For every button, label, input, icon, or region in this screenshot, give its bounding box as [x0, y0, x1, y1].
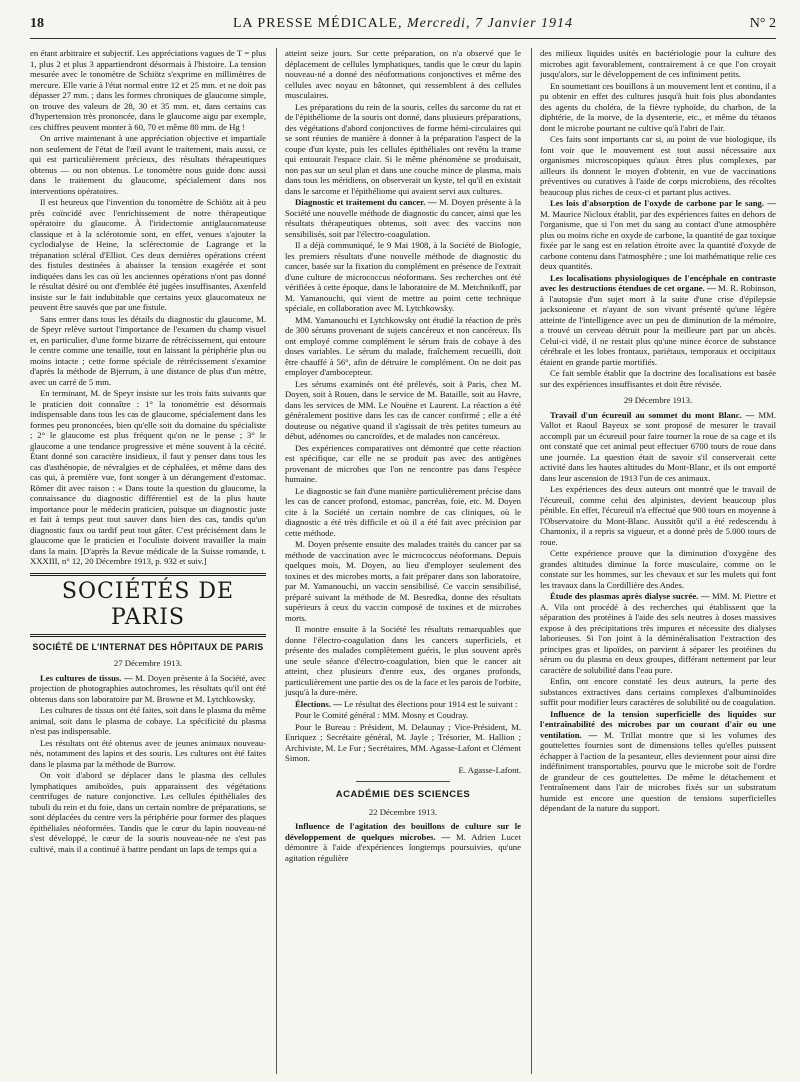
elections-paragraph [285, 699, 521, 710]
paragraph: atteint seize jours. Sur cette préparation, on n'a observé que le déplacement de cellules lymphatiques, tandis que le cœur du lapin nouveau-né a donné des néoformations conjonctives et même des cellules avec noyau en bâtonnet, qui ressemblent à des cellules musculaires. [285, 48, 521, 100]
paragraph: Les expériences des deux auteurs ont montré que le travail de l'écureuil, comme celui des alpinistes, devient beaucoup plus pénible. En effet, l'écureuil n'a effectué que 900 tours en moyenne à l'Observatoire du Mont-Blanc. Aussitôt qu'il a été redescendu à Chamonix, il a repris sa vigueur, et a donné près de 5.000 tours de roue. [540, 484, 776, 547]
issue-date: Mercredi, 7 Janvier 1914 [406, 16, 574, 31]
paragraph: En terminant, M. de Speyr insiste sur les trois faits suivants que le praticien doit connaître : 1° la tonométrie est désormais indispensable dans tous les cas de glaucome, spécialement dans les formes peu prononcées, bien qu'elle soit du domaine du spécialiste ; 2° le glaucome est plus fréquent qu'on ne le pense ; 3° le glaucome a une tendance progressive et mène souvent à la cécité. Étant donné son caractère insidieux, il faut y penser dans tous les cas d'asthénopie, de névralgies et de céphalées, et même dans des cas qui, à première vue, font songer à un dérangement d'estomac. Römer dit avec raison : « Dans toute la question du glaucome, la connaissance du diagnostic différentiel est de la plus haute importance pour le médecin praticien, puisque un diagnostic juste et fait à temps peut tout sauver dans bien des cas, tandis qu'un diagnostic faux ou tardif peut tout gâter. C'est précisément dans le glaucome que le praticien et l'oculiste doivent travailler la main dans la main. [D'après la Revue médicale de la Suisse romande, t. XXXIII, n° 12, 20 Décembre 1913, p. 932 et suiv.] [30, 388, 266, 566]
communication-paragraph [540, 198, 776, 272]
paragraph: des milieux liquides usités en bactériologie pour la culture des microbes agit favorablement, contrairement à ce que l'on croyait jusqu'alors, sur le développement de ces infiniment petits. [540, 48, 776, 79]
paragraph: Les résultats ont été obtenus avec de jeunes animaux nouveau-nés, notamment des lapins et des souris. Les cultures ont été faites dans le plasma par la méthode de Burrow. [30, 737, 266, 769]
communication-title: Étude des plasmas après dialyse sucrée. — [550, 591, 710, 601]
issue-number: N° 2 [749, 16, 776, 31]
paragraph: Le diagnostic se fait d'une manière particulièrement précise dans les cas de cancer profond, estomac, pancréas, foie, etc. M. Doyen cite à la Société un certain nombre de cas cliniques, où le diagnostic a été très difficile et où il a été fait avec précision par cette méthode. [285, 485, 521, 538]
section-title-societes: SOCIÉTÉS DE PARIS [30, 573, 266, 637]
communication-paragraph [540, 273, 776, 368]
communication-paragraph [285, 197, 521, 239]
paragraph: En soumettant ces bouillons à un mouvement lent et continu, il a pu obtenir en effet des cultures jusqu'à huit fois plus abondantes des agents du choléra, de la fièvre typhoïde, du charbon, de la diphtérie, de la morve, de la dysenterie, etc., et même du tétanos dont le microbe pourtant ne cultive qu'à l'abri de l'air. [540, 80, 776, 133]
society-title-internat: SOCIÉTÉ DE L'INTERNAT DES HÔPITAUX DE PARIS [32, 641, 264, 652]
session-date: 29 Décembre 1913. [623, 395, 693, 405]
author-signature: E. Agasse-Lafont. [458, 764, 521, 775]
communication-title: Diagnostic et traitement du cancer. — [295, 197, 437, 207]
communication-text: MM. Vallot et Raoul Bayeux se sont proposé de mesurer le travail accompli par un écureuil pour faire tourner la roue de sa cage et ils ont constaté que cet animal peut effectuer 6700 tours de roue dans une journée. La question était de savoir s'il conserverait cette activité dans les hautes altitudes du Mont-Blanc, et ils ont emporté dans leur ascension de 1913 l'un de ces animaux. [540, 409, 776, 483]
page-header [30, 14, 776, 39]
column-3 [531, 48, 776, 1074]
paragraph: Ces faits sont importants car si, au point de vue biologique, ils font voir que le mouvement est tout aussi nécessaire aux organismes microscopiques qu'aux êtres plus complexes, par ailleurs ils donnent le moyen d'obtenir, en vue de vaccinations préventives ou curatives à l'aide de corps microbiens, des récoltes beaucoup plus riches de ceux-ci et partant plus actives. [540, 134, 776, 197]
elections-comite: Pour le Comité général : MM. Mosny et Coudray. [295, 710, 469, 720]
paragraph: Il montre ensuite à la Société les résultats remarquables que donne l'électro-coagulation dans les cancers superficiels, et présente des malades complètement guéris, le plus souvent après une seule séance d'électro-coagulation, bien que le cancer ait atteint, chez plusieurs d'entre eux, des organes profonds, particulièrement une partie des os de la face et les parois de l'orbite, jusqu'à la dure-mère. [285, 624, 521, 697]
communication-text: M. R. Robinson, à l'autopsie d'un sujet mort à la suite d'une crise d'épilepsie jacksonienne et n'ayant de son vivant présenté qu'une légère atteinte de l'intelligence avec un peu de diminution de la mémoire, a trouvé un cerveau détruit pour la meilleure part par un abcès. Celui-ci vidé, il ne restait plus qu'une mince écorce de substance cérébrale et les lobes frontaux, pariétaux, temporaux et occipitaux étaient en grande partie mortifiés. [540, 283, 776, 367]
paragraph: Ce fait semble établir que la doctrine des localisations est basée sur des expériences insuffisantes et doit être révisée. [540, 368, 776, 389]
communication-paragraph [285, 821, 521, 863]
communication-text: M. Maurice Nicloux établit, par des expériences faites en dehors de l'organisme, que si l'on met du sang au contact d'une atmosphère plus ou moins riche en oxyde de carbone, la quantité de gaz toxique fixée par le sang est en relation étroite avec la quantité d'oxyde de carbone contenu dans l'atmosphère ; une loi mathématique relie ces deux quantités. [540, 208, 776, 271]
paragraph: MM. Yamanouchi et Lytchkowsky ont étudié la réaction de près de 300 sérums provenant de sujets cancéreux et non cancéreux. Ils ont employé comme complément le sérum frais de cobaye à des doses variables. Le sérum du malade, fraîchement recueilli, doit être chauffé à 56°, afin de détruire le complément. On ne doit pas employer d'ambocepteur. [285, 314, 521, 377]
communication-text: M. Doyen présente à la Société une nouvelle méthode de diagnostic du cancer, ainsi que les résultats thérapeutiques obtenus, soit avec des vaccins non sensibilisés, soit par l'électro-coagulation. [285, 197, 521, 239]
elections-text: Le résultat des élections pour 1914 est le suivant : [344, 698, 518, 709]
communication-text: MM. M. Piettre et A. Vila ont procédé à des recherches qui établissent que la séparation des protéines à l'aide des sels neutres à doses massives expose à des précipitations très impures et nécessite des dialyses laborieuses. Si l'on joint à la déminéralisation l'extraction des principes gras et lipoïdes, on parvient à séparer les protéines du sérum ou du plasma en deux groupes, différant nettement par leur caractère de solubilité dans l'eau pure. [540, 591, 776, 675]
communication-paragraph [540, 410, 776, 484]
communication-text: M. Adrien Lucet démontre à l'aide d'expériences longtemps poursuivies, qu'une agitation régulière [285, 831, 521, 863]
paragraph: Les cultures de tissus ont été faites, soit dans le plasma du même animal, soit dans le plasma de cobaye. La spécificité du plasma n'est pas indispensable. [30, 705, 266, 736]
divider [356, 781, 450, 782]
paragraph: Les sérums examinés ont été prélevés, soit à Paris, chez M. Doyen, soit à Rouen, dans le service de M. Bataille, soit au Havre, dans les services de MM. Le Nouëne et Laurent. La réaction a été généralement positive dans les cas de cancer confirmé ; elle a été douteuse ou négative quand il s'agissait de très petites tumeurs au début, adénomes ou cancroïdes, et de malades non cancéreux. [285, 378, 521, 441]
paragraph: M. Doyen présente ensuite des malades traités du cancer par sa méthode de vaccination avec le micrococcus néoformans. Depuis quelques mois, M. Doyen, au lieu d'employer seulement des toxines et des microbes morts, a fait préparer dans son laboratoire, par M. Yamanouchi, un vaccin sensibilisé. Ce vaccin sensibilisé, préparé suivant la méthode de M. Besredka, donne des résultats supérieurs à ceux du vaccin composé de toxines et de microbes morts. [285, 539, 521, 623]
communication-title: Influence de l'agitation des bouillons de culture sur le développement de quelques microbes. — [285, 821, 521, 842]
communication-title: Travail d'un écureuil au sommet du mont Blanc. — [550, 409, 755, 420]
communication-paragraph [540, 591, 776, 675]
paragraph: en étant arbitraire et subjectif. Les appréciations vagues de T = plus 1, plus 2 et plus 3 appartiendront désormais à l'histoire. La tension mesurée avec le tonomètre de Schiötz s'exprime en millimètres de mercure. Elle varie à l'état normal entre 12 et 25 mm. et ne doit pas dépasser 27 mm. ; dans les formes chroniques de glaucome simple, on trouve des valeurs de 28, 30 et 35 mm. et, dans certains cas d'hypertension très prononcée, dans le glaucome aigu par exemple, ces chiffres peuvent monter à 60, 70 et même 80 mm. de Hg ! [30, 48, 266, 132]
column-2 [276, 48, 521, 1074]
column-1 [30, 48, 266, 1074]
journal-title-line [30, 16, 776, 32]
communication-text: M. Trillat montre que si les volumes des gouttelettes fournies sont de dimensions telles qu'elles puissent échapper à l'action de la pesanteur, elles deviennent pour ainsi dire indéfiniment transportables, pourvu que le microbe soit de l'ordre de grandeur de ces gouttelettes. De même le détachement et l'entraînement dans l'air de microbes fixés sur un substratum humide est encore une question de tensions superficielles dépendant de la nature du support. [540, 729, 776, 813]
session-date: 27 Décembre 1913. [113, 658, 183, 668]
paragraph: Sans entrer dans tous les détails du diagnostic du glaucome, M. de Speyr relève surtout l'importance de l'examen du champ visuel et, en particulier, d'une forme bizarre de rétrécissement, qui entoure le centre comme une tenaille, tout en laissant la périphérie plus ou moins intacte ; cette forme spéciale de rétrécissement s'examine d'après la méthode de Bjerrum, à une distance de plus d'un mètre, avec un carré de 5 mm. [30, 313, 266, 387]
paragraph: On voit d'abord se déplacer dans le plasma des cellules lymphatiques amiboïdes, puis apparaissent des végétations centrifuges de nature conjonctive. Les cellules épithéliales des tubuli du rein et du foie, dans un certain nombre de préparations, se sont déplacées du centre vers la périphérie pour former des plaques épithéliales néoformées. Tandis que le cœur du lapin nouveau-né s'est développé, le cœur de la souris nouveau-née ne s'est pas cultivé, mais il a continué à battre pendant un laps de temps qui a [30, 770, 266, 854]
paragraph: Il est heureux que l'invention du tonomètre de Schiötz ait à peu près coïncidé avec l'enrichissement de notre thérapeutique opératoire du glaucome. À l'iridectomie antiglaucomateuse classique et à la sclérotomie sont, en effet, venues s'ajouter la cyclodialyse de Heine, la sclérectomie de Lagrange et la trépanation scléral d'Elliot. Ces deux dernières opérations créent des fistules destinées à abaisser la tension exagérée et sont indiquées dans les cas où les anciennes opérations n'ont pas donné le résultat désiré ou ont d'emblée été jugées insuffisantes. Axenfeld insiste sur le fait indubitable que certains yeux glaucomateux ne peuvent être sauvés que par une fistule. [30, 197, 266, 312]
paragraph: Enfin, ont encore constaté les deux auteurs, la perte des substances extractives dans certains complexes d'albuminoïdes suffit pour modifier leurs caractères de solubilité ou de coagulation. [540, 676, 776, 707]
communication-title: Les localisations physiologiques de l'encéphale en contraste avec les destructions étendues de cet organe. — [540, 272, 776, 293]
journal-title: LA PRESSE MÉDICALE, [232, 16, 403, 31]
academy-title: ACADÉMIE DES SCIENCES [335, 789, 471, 800]
communication-title: Les cultures de tissus. — [40, 672, 133, 683]
session-date: 22 Décembre 1913. [368, 806, 438, 817]
article-columns [30, 48, 776, 1074]
communication-text: M. Doyen présente à la Société, avec projection de photographies autochromes, les résultats qu'il ont été obtenus dans son laboratoire par M. Browne et M. Lytchkowsky. [30, 672, 266, 704]
elections-title: Élections. — [295, 698, 342, 709]
paragraph: Il a déjà communiqué, le 9 Mai 1908, à la Société de Biologie, les premiers résultats d'une nouvelle méthode de diagnostic du cancer, basée sur la fixation du complément en présence de l'extrait d'une culture de micrococcus néoformans. Ses recherches ont été vérifiées à cette époque, dans le laboratoire de M. Metchnikoff, par M. Yamanouchi, qui vient de mettre au point cette technique spéciale, en collaboration avec M. Lytchkowsky. [285, 240, 521, 313]
elections-bureau: Pour le Bureau : Président, M. Delaunay ; Vice-Président, M. Enriquez ; Secrétaire général, M. Jayle ; Trésorier, M. Hallion ; Archiviste, M. Le Fur ; Secrétaires, MM. Agasse-Lafont et Clément Simon. [285, 721, 521, 763]
communication-title: Influence de la tension superficielle des liquides sur l'entraînabilité des microbes par un courant d'air ou une ventilation. — [540, 708, 776, 740]
communication-paragraph [30, 673, 266, 705]
paragraph: Les préparations du rein de la souris, celles du sarcome du rat et de l'épithéliome de la souris ont donné, dans plusieurs préparations, des végétations d'abord conjonctives de forme hémi-circulaires qui se sont réunies de manière à donner à la préparation l'aspect de la coupe d'un kyste, puis les cellules épithéliales ont revêtu la trame qui entourait l'espace clair. Si le même phénomène se produisait, non pas sur un seul plan et dans une couche mince de plasma, mais dans tous les méridiens, on observerait un kyste, tel qu'il en existait dans le sarcome et l'épithéliome qui avaient servi aux cultures. [285, 101, 521, 196]
page-number: 18 [30, 16, 44, 31]
communication-paragraph [540, 709, 776, 814]
paragraph: On arrive maintenant à une appréciation objective et impartiale non seulement de l'état de l'œil avant le traitement, mais aussi, ce qui est particulièrement précieux, des résultats thérapeutiques obtenus — ou non obtenus. Le tonomètre nous guide donc aussi dans le traitement du glaucome, spécialement dans nos interventions opératoires. [30, 133, 266, 196]
paragraph: Des expériences comparatives ont démontré que cette réaction est spécifique, car elle ne se produit pas avec des antigènes provenant de microbes que l'on ne rencontre pas dans l'espèce humaine. [285, 442, 521, 484]
communication-title: Les lois d'absorption de l'oxyde de carbone par le sang. — [550, 198, 776, 208]
paragraph: Cette expérience prouve que la diminution d'oxygène des grandes altitudes diminue la force musculaire, comme on le constate sur les hommes, sur les chevaux et sur les mulets qui font les travaux dans la Cordillière des Andes. [540, 548, 776, 590]
